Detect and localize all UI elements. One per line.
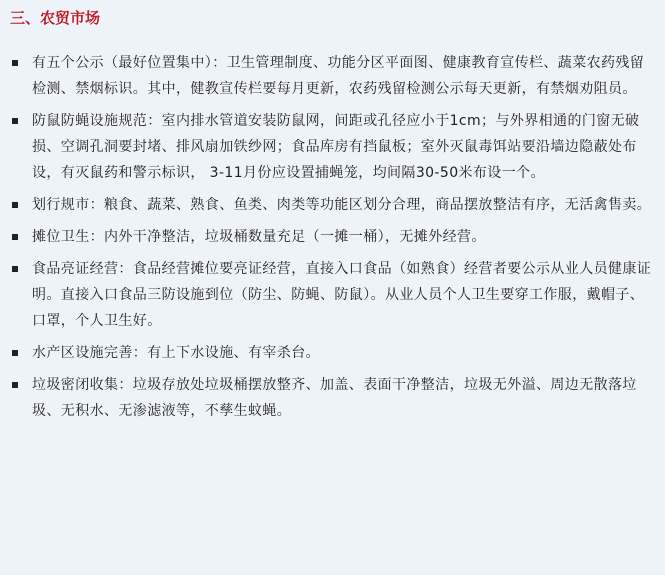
list-item-text: 划行规市：粮食、蔬菜、熟食、鱼类、肉类等功能区划分合理，商品摆放整洁有序，无活禽售卖。 xyxy=(32,197,652,213)
list-item xyxy=(10,340,653,366)
list-item-text: 水产区设施完善：有上下水设施、有宰杀台。 xyxy=(32,345,320,361)
list-item xyxy=(10,256,653,334)
list-item-text: 防鼠防蝇设施规范：室内排水管道安装防鼠网，间距或孔径应小于1cm；与外界相通的门窗无破损、空调孔洞要封堵、排风扇加铁纱网；食品库房有挡鼠板；室外灭鼠毒饵站要沿墙边隐蔽处布设，有灭鼠药和警示标识， 3-11月份应设置捕蝇笼，均间隔30-50米布设一个。 xyxy=(32,113,640,181)
square-bullet-icon xyxy=(12,350,18,356)
square-bullet-icon xyxy=(12,60,18,66)
list-item-text: 食品亮证经营：食品经营摊位要亮证经营，直接入口食品（如熟食）经营者要公示从业人员健康证明。直接入口食品三防设施到位（防尘、防蝇、防鼠）。从业人员个人卫生要穿工作服，戴帽子、口罩，个人卫生好。 xyxy=(32,261,652,329)
list-item xyxy=(10,50,653,102)
section-title: 三、农贸市场 xyxy=(10,9,101,27)
list-item-text: 有五个公示（最好位置集中）：卫生管理制度、功能分区平面图、健康教育宣传栏、蔬菜农药残留检测、禁烟标识。其中，健教宣传栏要每月更新，农药残留检测公示每天更新，有禁烟劝阻员。 xyxy=(32,55,645,97)
list-item xyxy=(10,192,653,218)
square-bullet-icon xyxy=(12,382,18,388)
list-item-text: 垃圾密闭收集：垃圾存放处垃圾桶摆放整齐、加盖、表面干净整洁，垃圾无外溢、周边无散落垃圾、无积水、无渗滤液等，不孳生蚊蝇。 xyxy=(32,377,637,419)
list-item xyxy=(10,224,653,250)
square-bullet-icon xyxy=(12,118,18,124)
square-bullet-icon xyxy=(12,266,18,272)
square-bullet-icon xyxy=(12,234,18,240)
list-item-text: 摊位卫生：内外干净整洁，垃圾桶数量充足（一摊一桶），无摊外经营。 xyxy=(32,229,486,245)
list-item xyxy=(10,372,653,424)
square-bullet-icon xyxy=(12,202,18,208)
list-item xyxy=(10,108,653,186)
requirements-list xyxy=(10,50,653,424)
